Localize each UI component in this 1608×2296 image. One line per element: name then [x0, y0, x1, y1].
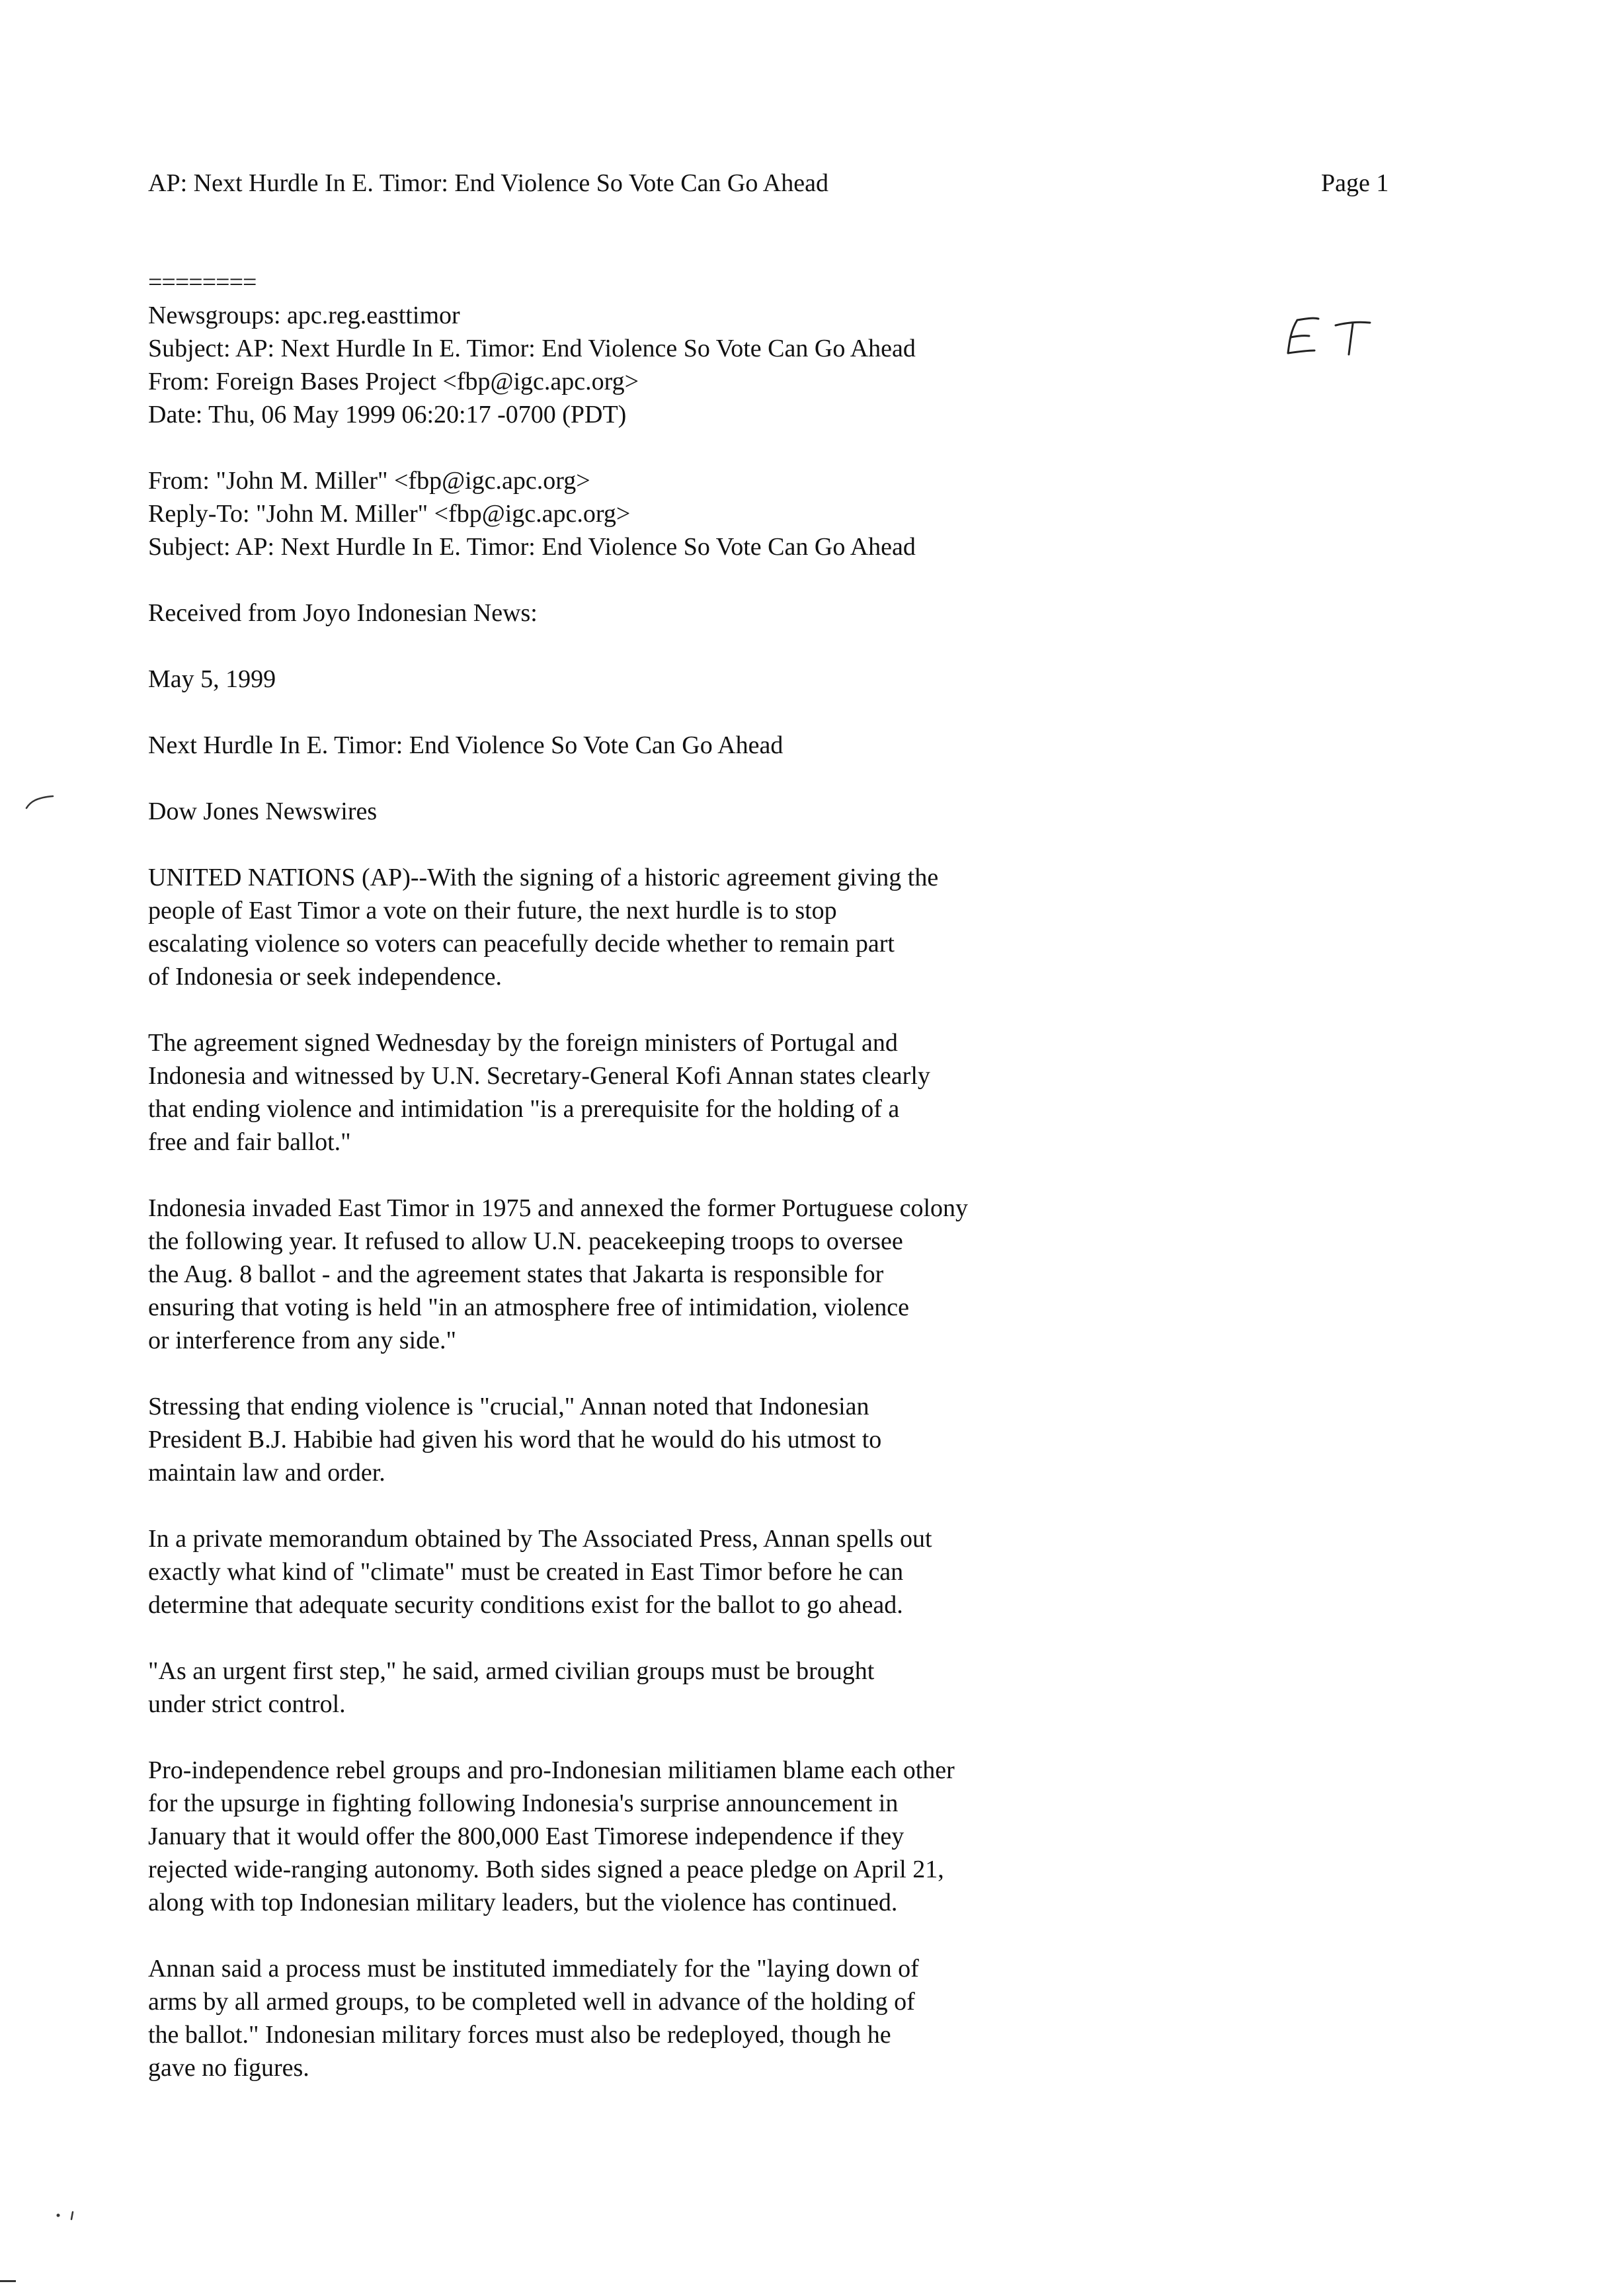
- paragraph-line: for the upsurge in fighting following Indonesia's surprise announcement in: [148, 1789, 899, 1817]
- paragraph-line: or interference from any side.": [148, 1327, 457, 1354]
- paragraph-line: rejected wide-ranging autonomy. Both sides signed a peace pledge on April 21,: [148, 1856, 944, 1883]
- reply-to-line: Reply-To: "John M. Miller" <fbp@igc.apc.org>: [148, 500, 631, 528]
- article-paragraph: [148, 1026, 1100, 1159]
- handwritten-et-icon: [1277, 311, 1383, 364]
- article-paragraph: [148, 1655, 1100, 1721]
- page-number: Page 1: [1321, 169, 1389, 197]
- scan-artifact-dots: [54, 2209, 81, 2222]
- paragraph-line: Pro-independence rebel groups and pro-Indonesian militiamen blame each other: [148, 1756, 955, 1784]
- document-body: [148, 266, 1100, 2084]
- newsgroups-line: Newsgroups: apc.reg.easttimor: [148, 302, 460, 329]
- paragraph-line: escalating violence so voters can peacefully decide whether to remain part: [148, 930, 895, 958]
- article-paragraph: [148, 861, 1100, 993]
- paragraph-line: the following year. It refused to allow U.N. peacekeeping troops to oversee: [148, 1227, 903, 1255]
- article-paragraph: [148, 1522, 1100, 1621]
- paragraph-line: that ending violence and intimidation "is a prerequisite for the holding of a: [148, 1095, 900, 1123]
- scan-edge-mark: [0, 2280, 16, 2282]
- date-line: Date: Thu, 06 May 1999 06:20:17 -0700 (PDT): [148, 401, 627, 429]
- paragraph-line: The agreement signed Wednesday by the foreign ministers of Portugal and: [148, 1029, 898, 1057]
- paragraph-line: "As an urgent first step," he said, armed civilian groups must be brought: [148, 1657, 875, 1685]
- paragraph-line: the Aug. 8 ballot - and the agreement states that Jakarta is responsible for: [148, 1260, 884, 1288]
- article-paragraph: [148, 1952, 1100, 2084]
- paragraph-line: free and fair ballot.": [148, 1128, 351, 1156]
- handwritten-annotation: [1277, 311, 1383, 364]
- paragraph-line: January that it would offer the 800,000 East Timorese independence if they: [148, 1823, 904, 1850]
- paragraph-line: Indonesia invaded East Timor in 1975 and annexed the former Portuguese colony: [148, 1194, 969, 1222]
- received-from-line: Received from Joyo Indonesian News:: [148, 599, 538, 627]
- paragraph-line: In a private memorandum obtained by The Associated Press, Annan spells out: [148, 1525, 932, 1553]
- paragraph-line: the ballot." Indonesian military forces must also be redeployed, though he: [148, 2021, 891, 2049]
- header-separator: ========: [148, 268, 257, 296]
- paragraph-line: ensuring that voting is held "in an atmosphere free of intimidation, violence: [148, 1293, 910, 1321]
- paragraph-line: exactly what kind of "climate" must be created in East Timor before he can: [148, 1558, 904, 1586]
- paragraph-line: determine that adequate security conditions exist for the ballot to go ahead.: [148, 1591, 903, 1619]
- from-line: From: Foreign Bases Project <fbp@igc.apc.org>: [148, 368, 639, 395]
- paragraph-line: of Indonesia or seek independence.: [148, 963, 502, 991]
- article-source: Dow Jones Newswires: [148, 798, 378, 825]
- margin-pen-mark: [24, 791, 56, 811]
- paragraph-line: Annan said a process must be instituted immediately for the "laying down of: [148, 1955, 919, 1983]
- paragraph-line: UNITED NATIONS (AP)--With the signing of a historic agreement giving the: [148, 864, 939, 891]
- subject-line: Subject: AP: Next Hurdle In E. Timor: End Violence So Vote Can Go Ahead: [148, 335, 916, 362]
- paragraph-line: arms by all armed groups, to be completed well in advance of the holding of: [148, 1988, 915, 2016]
- article-headline: Next Hurdle In E. Timor: End Violence So Vote Can Go Ahead: [148, 731, 784, 759]
- article-paragraph: [148, 1390, 1100, 1489]
- article-paragraph: [148, 1754, 1100, 1919]
- paragraph-line: along with top Indonesian military leaders, but the violence has continued.: [148, 1889, 898, 1916]
- paragraph-line: Indonesia and witnessed by U.N. Secretary-General Kofi Annan states clearly: [148, 1062, 930, 1090]
- paragraph-line: people of East Timor a vote on their future, the next hurdle is to stop: [148, 897, 837, 924]
- forward-subject-line: Subject: AP: Next Hurdle In E. Timor: End Violence So Vote Can Go Ahead: [148, 533, 916, 561]
- paragraph-line: gave no figures.: [148, 2054, 309, 2082]
- paragraph-line: under strict control.: [148, 1690, 346, 1718]
- article-date: May 5, 1999: [148, 665, 276, 693]
- paragraph-line: President B.J. Habibie had given his word that he would do his utmost to: [148, 1426, 882, 1454]
- forward-from-line: From: "John M. Miller" <fbp@igc.apc.org>: [148, 467, 590, 495]
- article-paragraphs: [148, 861, 1100, 2084]
- paragraph-line: maintain law and order.: [148, 1459, 385, 1487]
- paragraph-line: Stressing that ending violence is "crucial," Annan noted that Indonesian: [148, 1393, 869, 1420]
- article-paragraph: [148, 1192, 1100, 1357]
- page-header-title: AP: Next Hurdle In E. Timor: End Violence So Vote Can Go Ahead: [148, 169, 828, 197]
